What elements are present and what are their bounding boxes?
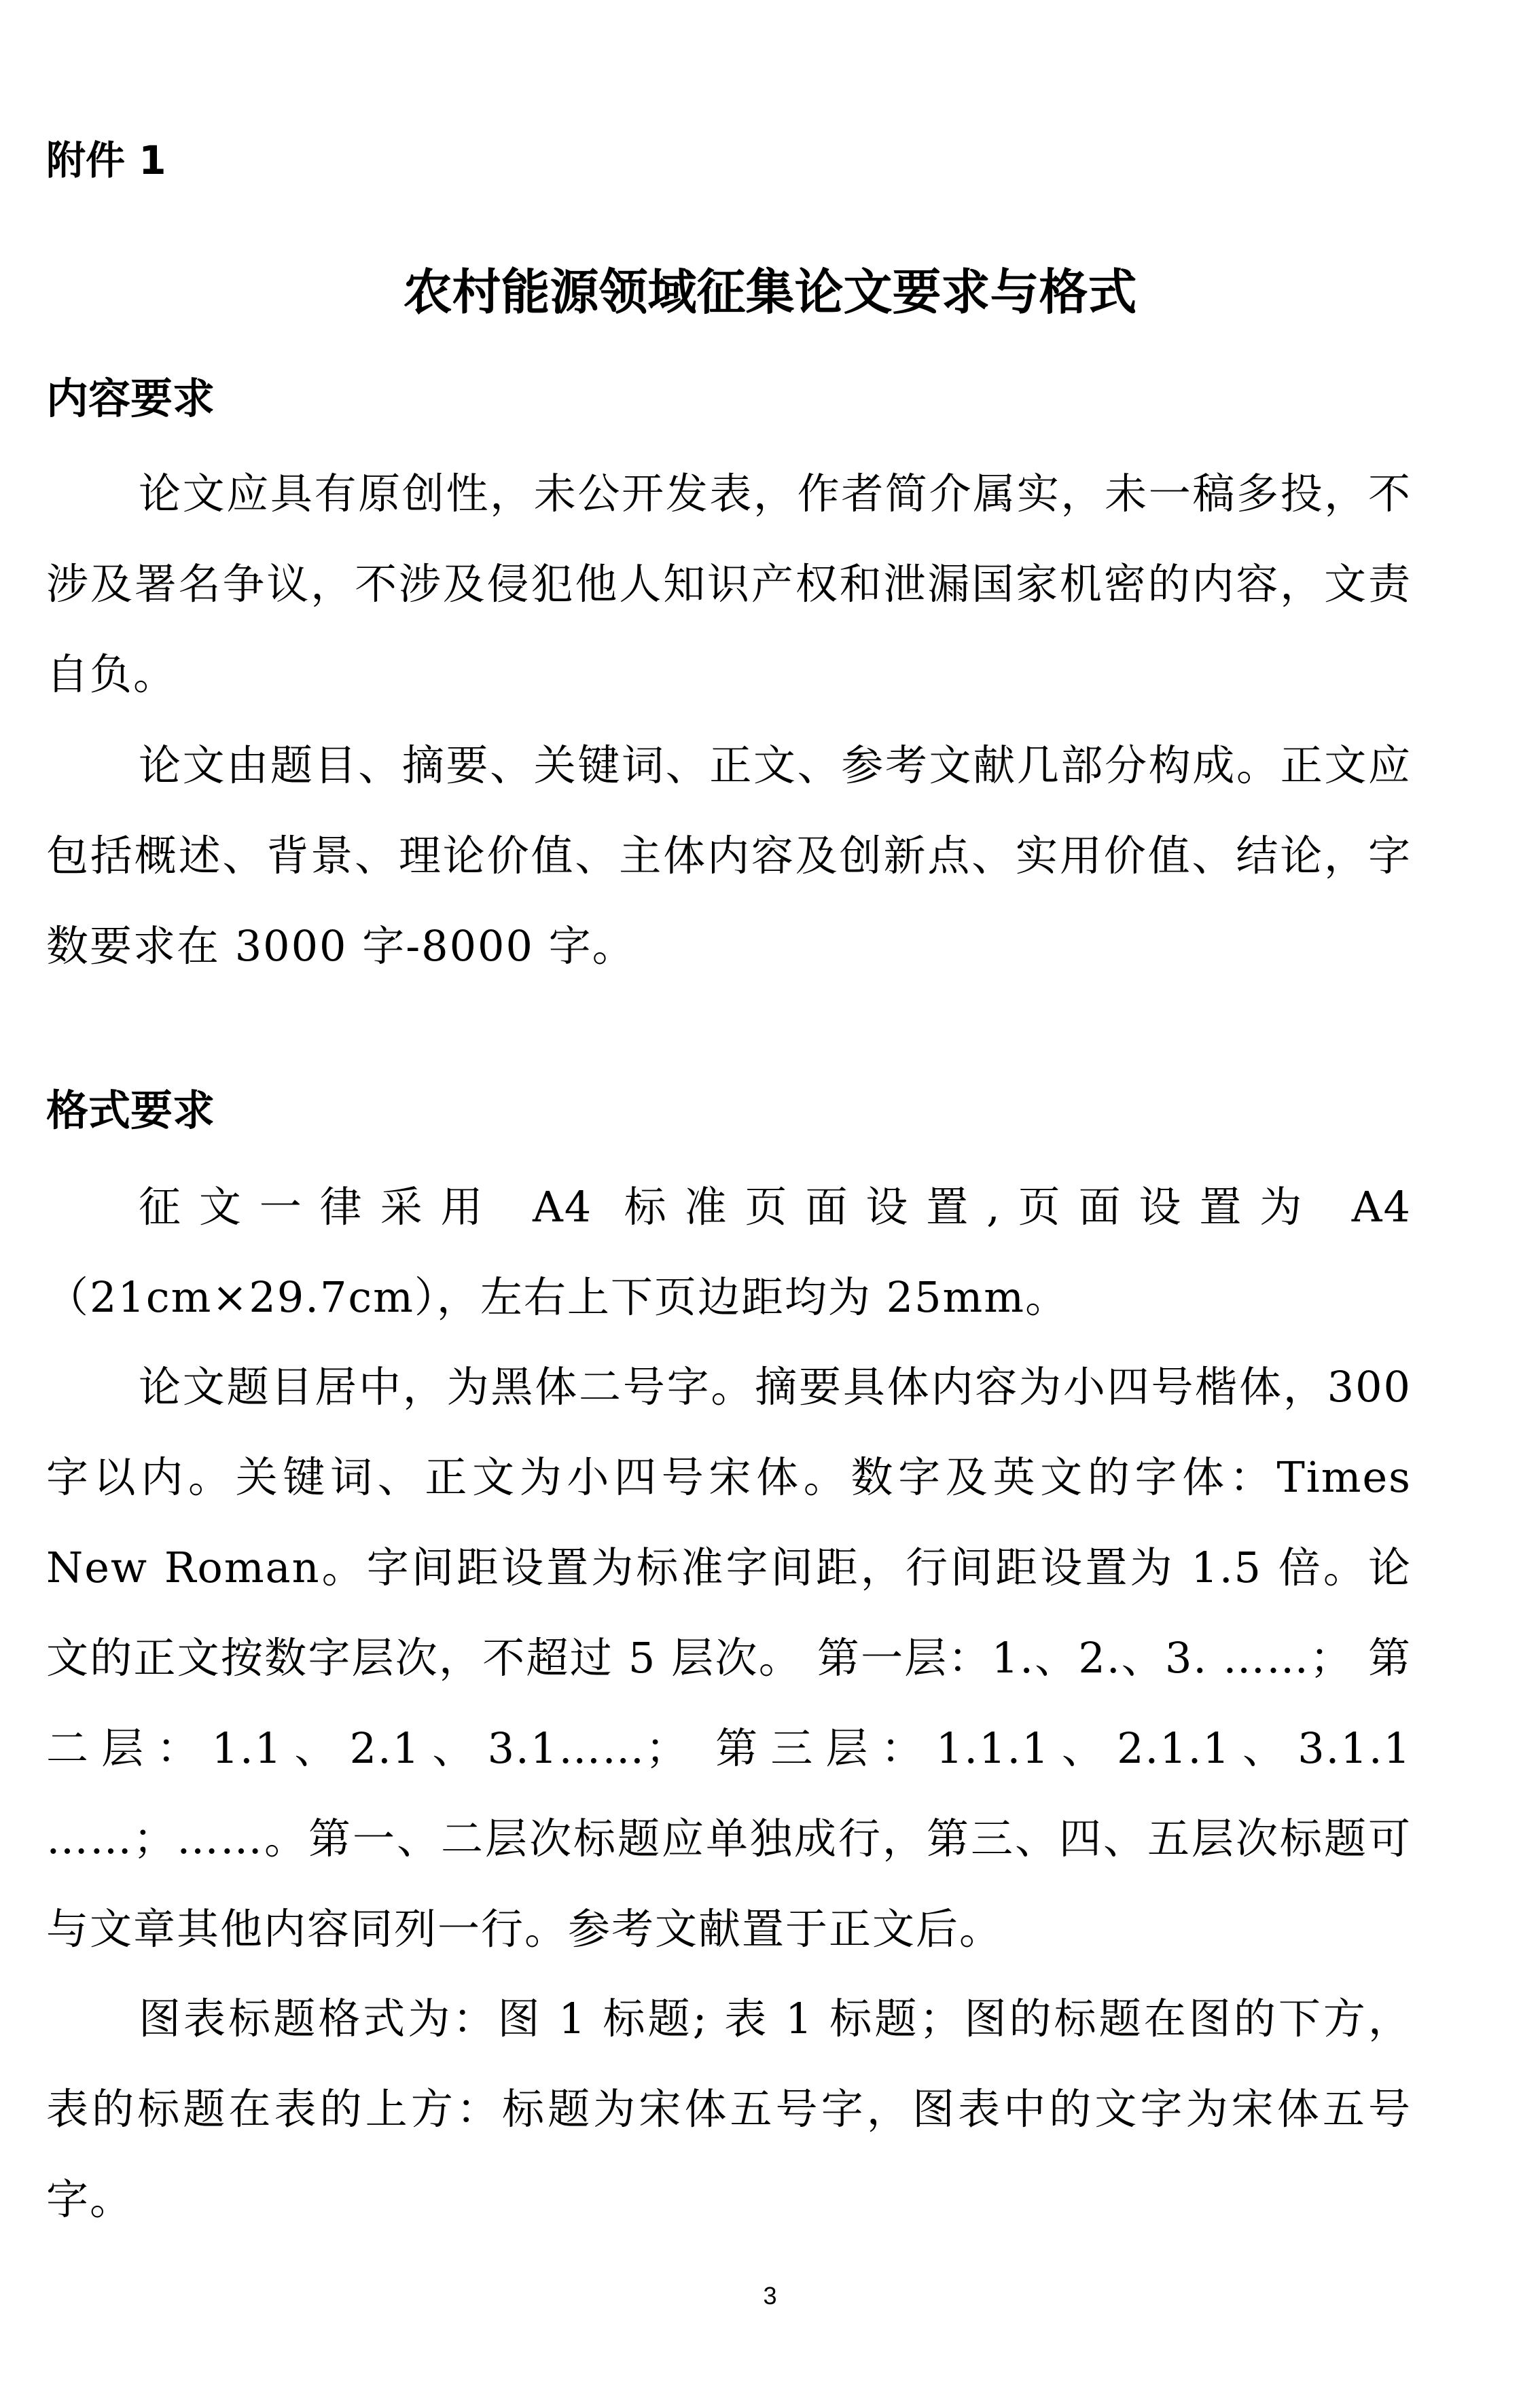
paragraph-originality: 论文应具有原创性，未公开发表，作者简介属实，未一稿多投，不涉及署名争议，不涉及侵犯他人知识产权和泄漏国家机密的内容，文责自负。 (46, 469, 1412, 699)
paragraph-structure: 论文由题目、摘要、关键词、正文、参考文献几部分构成。正文应包括概述、背景、理论价值、主体内容及创新点、实用价值、结论，字数要求在 3000 字-8000 字。 (46, 740, 1412, 971)
paragraph-font-and-levels: 论文题目居中，为黑体二号字。摘要具体内容为小四号楷体，300 字以内。关键词、正文为小四号宋体。数字及英文的字体：Times New Roman。字间距设置为标准字间距，行间距设置为 1.5 倍。论文的正文按数字层次，不超过 5 层次。 第一层：1.、2.、3. ……； 第二层：1.1、2.1、3.1……； 第三层：1.1.1、2.1.1、3.1.1 ……；……。第一、二层次标题应单独成行，第三、四、五层次标题可与文章其他内容同列一行。参考文献置于正文后。 (46, 1362, 1412, 1954)
section-heading-format-requirements: 格式要求 (46, 1086, 215, 1135)
attachment-label: 附件 1 (46, 137, 166, 183)
paragraph-page-setup: 征文一律采用 A4 标准页面设置,页面设置为 A4（21cm×29.7cm），左右上下页边距均为 25mm。 (46, 1182, 1412, 1322)
section-heading-content-requirements: 内容要求 (46, 374, 215, 423)
document-title: 农村能源领域征集论文要求与格式 (403, 264, 1137, 321)
paragraph-figure-table-captions: 图表标题格式为：图 1 标题; 表 1 标题；图的标题在图的下方，表的标题在表的上方：标题为宋体五号字，图表中的文字为宋体五号字。 (46, 1994, 1412, 2224)
page-number: 3 (763, 2282, 777, 2310)
